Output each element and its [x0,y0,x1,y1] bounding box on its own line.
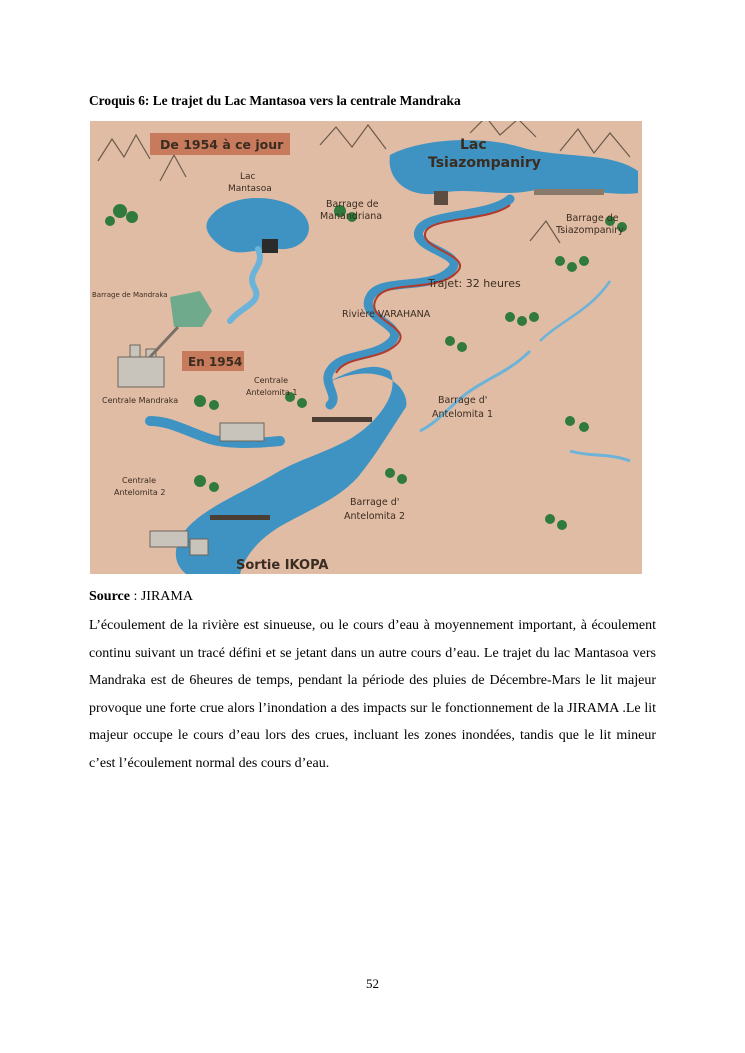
label-barrage-mandraka: Barrage de Mandraka [92,291,168,299]
centrale-antelomita1 [220,423,264,441]
map-illustration [90,121,642,574]
label-centrale-antelomita1-2: Antelomita 1 [246,388,298,397]
figure-caption: Croquis 6: Le trajet du Lac Mantasoa vers la centrale Mandraka [89,93,461,108]
label-barrage-manandriana-2: Manandriana [320,211,383,222]
label-centrale-antelomita2-1: Centrale [122,476,157,485]
tunnel-mantasoa [262,239,278,253]
body-paragraph: L’écoulement de la rivière est sinueuse, ou le cours d’eau à moyennement important, à écoulement continu suivant un tracé défini et se jetant dans un autre cours d’eau. Le trajet du lac Mantasoa vers Mandraka est de 6heures de temps, pendant la période des pluies de Décembre-Mars le lit majeur provoque une forte crue alors l’inondation a des impacts sur le fonctionnement de la JIRAMA .Le lit majeur occupe le cours d’eau lors des crues, incluant les zones inondées, tandis que le lit mineur c’est l’écoulement normal des cours d’eau. [89,618,656,771]
barrage-antelomita2 [210,515,270,520]
label-riviere: Rivière VARAHANA [342,309,431,320]
barrage-antelomita1 [312,417,372,422]
label-period-1954: En 1954 [188,355,243,369]
label-centrale-antelomita1-1: Centrale [254,376,289,385]
barrage-tsiazompaniry [534,189,604,195]
map-sketch [90,121,642,574]
label-barrage-tsiazompaniry-2: Tsiazompaniry [556,225,624,236]
source-value: : JIRAMA [129,589,193,604]
barrage-manandriana [434,191,448,205]
label-sortie-ikopa: Sortie IKOPA [236,558,329,573]
label-barrage-antelomita1-1: Barrage d' [438,395,488,406]
label-trajet: Trajet: 32 heures [428,277,521,290]
source-line [89,589,193,605]
label-lac-tsiazompaniry-2: Tsiazompaniry [428,155,541,171]
source-label: Source [89,589,130,604]
label-centrale-mandraka: Centrale Mandraka [102,396,179,405]
label-lac-tsiazompaniry-1: Lac [460,137,487,153]
label-barrage-antelomita2-1: Barrage d' [350,497,400,508]
label-lac-mantasoa-1: Lac [240,172,256,182]
label-barrage-manandriana-1: Barrage de [326,199,379,210]
label-lac-mantasoa-2: Mantasoa [228,184,272,194]
label-barrage-tsiazompaniry-1: Barrage de [566,213,619,224]
label-centrale-antelomita2-2: Antelomita 2 [114,488,166,497]
label-barrage-antelomita2-2: Antelomita 2 [344,511,406,522]
page-number: 52 [366,976,379,991]
label-period-now: De 1954 à ce jour [160,137,284,152]
label-barrage-antelomita1-2: Antelomita 1 [432,409,494,420]
